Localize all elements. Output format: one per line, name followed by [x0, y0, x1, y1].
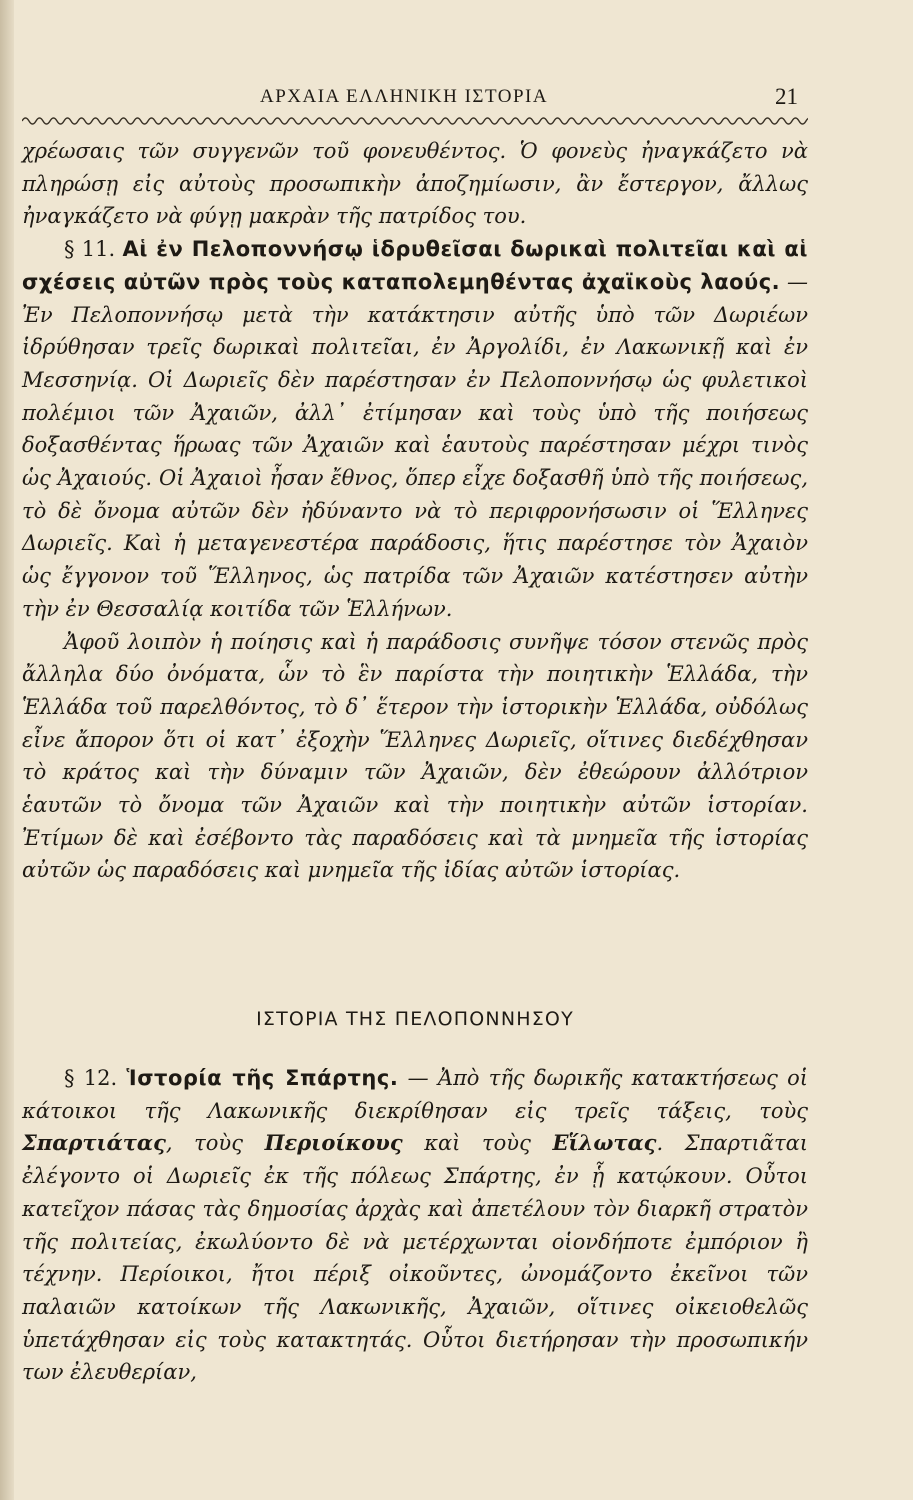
- section-12-heading: Ἱστορία τῆς Σπάρτης.: [126, 1066, 399, 1090]
- section-title: ΙΣΤΟΡΙΑ ΤΗΣ ΠΕΛΟΠΟΝΝΗΣΟΥ: [256, 1008, 574, 1030]
- section-12-paragraph: [22, 1062, 808, 1389]
- section-12-text-d: . Σπαρτιᾶται ἐλέγοντο οἱ Δωριεῖς ἐκ τῆς πόλεως Σπάρτης, ἐν ᾗ κατῴκουν. Οὗτοι κατεῖχον πάσας τὰς δημοσίας ἀρχὰς καὶ ἀπετέλουν τὸν διαρκῆ στρατὸν τῆς πολιτείας, ἐκωλύοντο δὲ νὰ μετέρχωνται οἱονδήποτε ἐμπόριον ἢ τέχνην. Περίοικοι, ἤτοι πέριξ οἰκοῦντες, ὠνομάζοντο ἐκεῖνοι τῶν παλαιῶν κατοίκων τῆς Λακωνικῆς, Ἀχαιῶν, οἵτινες οἰκειοθελῶς ὑπετάχθησαν εἰς τοὺς κατακτητάς. Οὗτοι διετήρησαν τὴν προσωπικήν των ἐλευθερίαν,: [22, 1131, 808, 1385]
- term-helots: Εἵλωτας: [552, 1130, 657, 1156]
- page-number: 21: [775, 84, 798, 109]
- body-text-bottom: [22, 1062, 808, 1389]
- section-12-mark: § 12.: [64, 1066, 118, 1090]
- section-11-text: — Ἐν Πελοποννήσῳ μετὰ τὴν κατάκτησιν αὐτῆς ὑπὸ τῶν Δωριέων ἱδρύθησαν τρεῖς δωρικαὶ πολιτεῖαι, ἐν Ἀργολίδι, ἐν Λακωνικῇ καὶ ἐν Μεσσηνίᾳ. Οἱ Δωριεῖς δὲν παρέστησαν ἐν Πελοποννήσῳ ὡς φυλετικοὶ πολέμιοι τῶν Ἀχαιῶν, ἀλλ᾿ ἐτίμησαν καὶ τοὺς ὑπὸ τῆς ποιήσεως δοξασθέντας ἥρωας τῶν Ἀχαιῶν καὶ ἑαυτοὺς παρέστησαν μέχρι τινὸς ὡς Ἀχαιούς. Οἱ Ἀχαιοὶ ἦσαν ἔθνος, ὅπερ εἶχε δοξασθῆ ὑπὸ τῆς ποιήσεως, τὸ δὲ ὄνομα αὐτῶν δὲν ἠδύναντο νὰ τὸ περιφρονήσωσιν οἱ Ἕλληνες Δωριεῖς. Καὶ ἡ μεταγενεστέρα παράδοσις, ἥτις παρέστησε τὸν Ἀχαιὸν ὡς ἔγγονον τοῦ Ἕλληνος, ὡς πατρίδα τῶν Ἀχαιῶν κατέστησεν αὐτὴν τὴν ἐν Θεσσαλίᾳ κοιτίδα τῶν Ἑλλήνων.: [22, 269, 808, 621]
- section-12-text-b: , τοὺς: [165, 1131, 243, 1156]
- section-12-text-c: καὶ τοὺς: [424, 1131, 531, 1156]
- section-11-paragraph-2: Ἀφοῦ λοιπὸν ἡ ποίησις καὶ ἡ παράδοσις συνῆψε τόσον στενῶς πρὸς ἄλληλα δύο ὀνόματα, ὧν τὸ ἓν παρίστα τὴν ποιητικὴν Ἑλλάδα, τὴν Ἑλλάδα τοῦ παρελθόντος, τὸ δ᾿ ἕτερον τὴν ἱστορικὴν Ἑλλάδα, οὐδόλως εἶνε ἄπορον ὅτι οἱ κατ᾿ ἐξοχὴν Ἕλληνες Δωριεῖς, οἵτινες διεδέχθησαν τὸ κράτος καὶ τὴν δύναμιν τῶν Ἀχαιῶν, δὲν ἐθεώρουν ἀλλότριον ἑαυτῶν τὸ ὄνομα τῶν Ἀχαιῶν καὶ τὴν ποιητικὴν αὐτῶν ἱστορίαν. Ἐτίμων δὲ καὶ ἐσέβοντο τὰς παραδόσεις καὶ τὰ μνημεῖα τῆς ἱστορίας αὐτῶν ὡς παραδόσεις καὶ μνημεῖα τῆς ἰδίας αὐτῶν ἱστορίας.: [22, 629, 808, 883]
- running-title: ΑΡΧΑΙΑ ΕΛΛΗΝΙΚΗ ΙΣΤΟΡΙΑ: [260, 86, 549, 107]
- paragraph-continued: χρέωσαις τῶν συγγενῶν τοῦ φονευθέντος. Ὁ φονεὺς ἠναγκάζετο νὰ πληρώσῃ εἰς αὐτοὺς προσωπικὴν ἀποζημίωσιν, ἂν ἔστεργον, ἄλλως ἠναγκάζετο νὰ φύγῃ μακρὰν τῆς πατρίδος του.: [22, 139, 808, 229]
- term-spartiates: Σπαρτιάτας: [22, 1130, 166, 1156]
- section-11-paragraph: [22, 233, 808, 625]
- section-11-heading: Αἱ ἐν Πελοποννήσῳ ἱδρυθεῖσαι δωρικαὶ πολιτεῖαι καὶ αἱ σχέσεις αὐτῶν πρὸς τοὺς καταπολεμηθέντας ἀχαϊκοὺς λαούς.: [22, 237, 808, 294]
- page-header: [0, 84, 913, 114]
- wavy-rule-ornament: [22, 114, 808, 128]
- section-11-mark: § 11.: [64, 237, 116, 262]
- page-binding-edge: [0, 0, 14, 1500]
- section-12-text-a: — Ἀπὸ τῆς δωρικῆς κατακτήσεως οἱ κάτοικοι τῆς Λακωνικῆς διεκρίθησαν εἰς τρεῖς τάξεις, τοὺς: [22, 1066, 808, 1123]
- term-perioikoi: Περιοίκους: [264, 1130, 403, 1156]
- body-text-top: [22, 135, 808, 887]
